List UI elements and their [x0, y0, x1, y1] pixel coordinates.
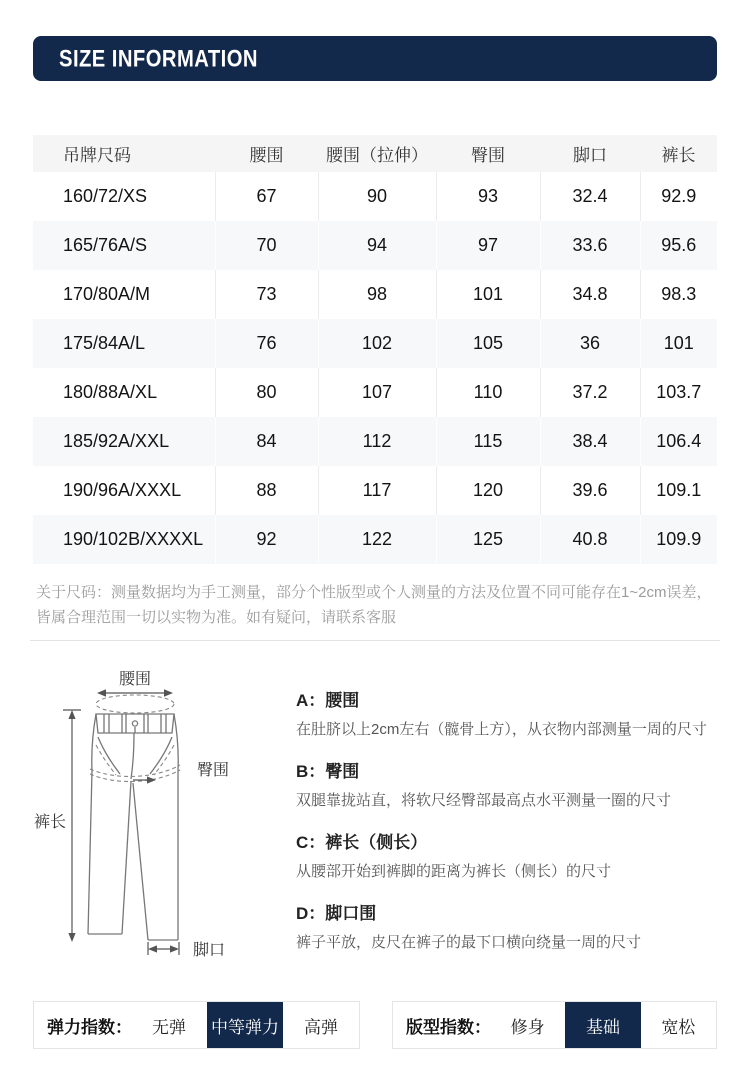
length-label: 裤长	[33, 814, 67, 831]
measure-cell: 70	[215, 221, 318, 270]
measure-cell: 103.7	[640, 368, 717, 417]
measure-cell: 112	[318, 417, 436, 466]
measure-cell: 101	[640, 319, 717, 368]
measure-cell: 67	[215, 172, 318, 221]
section-title-bar	[33, 36, 717, 81]
size-cell: 160/72/XS	[63, 186, 148, 206]
index-option-selected: 基础	[565, 1002, 640, 1048]
size-cell: 175/84A/L	[33, 319, 215, 368]
measure-cell: 115	[436, 417, 540, 466]
measure-cell: 97	[436, 221, 540, 270]
size-cell: 185/92A/XXL	[33, 417, 215, 466]
measure-cell: 36	[540, 319, 640, 368]
measure-cell: 80	[215, 368, 318, 417]
section-title: SIZE INFORMATION	[59, 44, 258, 72]
column-header-hip: 臀围	[436, 135, 540, 172]
size-cell: 170/80A/M	[63, 284, 151, 304]
column-header-size: 吊牌尺码	[33, 135, 215, 172]
measure-cell: 125	[436, 515, 540, 564]
index-box	[392, 1001, 717, 1049]
table-row	[33, 417, 717, 466]
index-box	[33, 1001, 360, 1049]
guide-desc: 在肚脐以上2cm左右（髋骨上方），从衣物内部测量一周的尺寸	[296, 721, 707, 738]
measure-cell: 40.8	[540, 515, 640, 564]
table-row	[33, 319, 717, 368]
pants-diagram-drawing	[30, 653, 300, 985]
measure-cell: 38.4	[540, 417, 640, 466]
guide-section	[296, 761, 728, 812]
size-table-header	[33, 135, 717, 172]
measure-cell: 101	[436, 270, 540, 319]
guide-title: C：裤长（侧长）	[296, 833, 428, 852]
measure-cell: 37.2	[540, 368, 640, 417]
measure-cell: 93	[436, 172, 540, 221]
index-option: 修身	[510, 1017, 545, 1037]
measure-cell: 88	[215, 466, 318, 515]
index-option-selected: 中等弹力	[207, 1002, 283, 1048]
table-row	[33, 172, 717, 221]
measure-cell: 117	[318, 466, 436, 515]
guide-section	[296, 690, 728, 741]
measure-cell: 106.4	[640, 417, 717, 466]
size-table-body	[33, 172, 717, 564]
column-header-hem: 脚口	[540, 135, 640, 172]
hem-label: 脚口	[193, 942, 226, 959]
index-option: 无弹	[152, 1017, 186, 1037]
column-header-waist-stretch: 腰围（拉伸）	[318, 135, 436, 172]
measure-cell: 98	[318, 270, 436, 319]
column-header-waist: 腰围	[215, 135, 318, 172]
table-row	[33, 221, 717, 270]
guide-title: A：腰围	[296, 691, 360, 710]
size-cell: 190/96A/XXXL	[63, 480, 182, 500]
measure-cell: 76	[215, 319, 318, 368]
guide-title: D：脚口围	[296, 904, 377, 923]
guide-desc: 从腰部开始到裤脚的距离为裤长（侧长）的尺寸	[296, 863, 612, 880]
size-note: 关于尺码：测量数据均为手工测量，部分个性版型或个人测量的方法及位置不同可能存在1~2cm误差，皆属合理范围一切以实物为准。如有疑问，请联系客服	[36, 584, 712, 626]
table-row	[33, 466, 717, 515]
measure-cell: 32.4	[540, 172, 640, 221]
measure-cell: 98.3	[640, 270, 717, 319]
hip-label: 臀围	[197, 762, 230, 779]
size-cell: 180/88A/XL	[63, 382, 158, 402]
measure-cell: 110	[436, 368, 540, 417]
measure-cell: 92	[215, 515, 318, 564]
guide-title: B：臀围	[296, 762, 360, 781]
guide-desc: 裤子平放，皮尺在裤子的最下口横向绕量一周的尺寸	[296, 934, 642, 951]
pants-measurement-diagram	[30, 653, 300, 985]
measure-cell: 73	[215, 270, 318, 319]
measure-cell: 102	[318, 319, 436, 368]
index-option: 高弹	[304, 1017, 338, 1037]
size-table	[33, 135, 717, 564]
index-label: 弹力指数：	[47, 1017, 132, 1037]
index-bars	[33, 1001, 717, 1049]
measure-cell: 92.9	[640, 172, 717, 221]
column-header-length: 裤长	[640, 135, 717, 172]
measure-cell: 109.1	[640, 466, 717, 515]
guide-section	[296, 832, 728, 883]
size-cell: 165/76A/S	[33, 221, 215, 270]
measure-cell: 120	[436, 466, 540, 515]
measure-cell: 122	[318, 515, 436, 564]
measure-cell: 33.6	[540, 221, 640, 270]
table-row	[33, 368, 717, 417]
measure-cell: 90	[318, 172, 436, 221]
measure-cell: 84	[215, 417, 318, 466]
header-row	[33, 135, 717, 172]
measure-cell: 105	[436, 319, 540, 368]
guide-section	[296, 903, 728, 954]
waist-label: 腰围	[118, 671, 152, 688]
guide-desc: 双腿靠拢站直，将软尺经臀部最高点水平测量一圈的尺寸	[296, 792, 672, 809]
measure-cell: 109.9	[640, 515, 717, 564]
section-divider	[30, 640, 720, 641]
measure-guide	[296, 690, 728, 974]
measure-cell: 107	[318, 368, 436, 417]
measure-cell: 39.6	[540, 466, 640, 515]
measure-cell: 95.6	[640, 221, 717, 270]
size-cell: 190/102B/XXXXL	[33, 515, 215, 564]
measure-cell: 94	[318, 221, 436, 270]
index-label: 版型指数：	[406, 1017, 491, 1037]
index-option: 宽松	[661, 1017, 696, 1037]
table-row	[33, 270, 717, 319]
table-row	[33, 515, 717, 564]
measure-cell: 34.8	[540, 270, 640, 319]
